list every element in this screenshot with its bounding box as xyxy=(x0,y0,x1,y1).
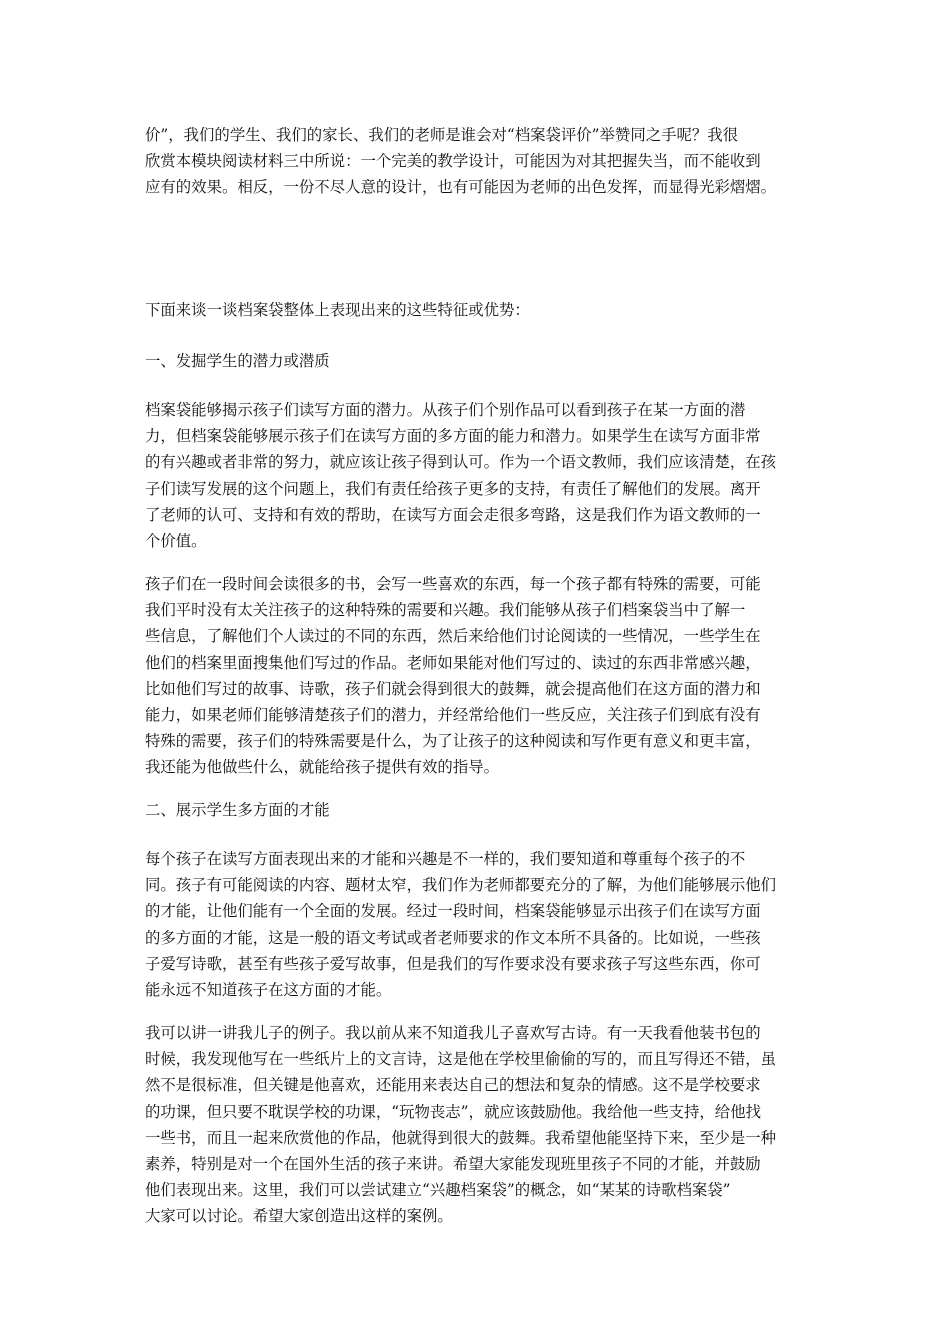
section-heading-2: 二、展示学生多方面的才能 xyxy=(145,801,330,819)
paragraph-potential: 档案袋能够揭示孩子们读写方面的潜力。从孩子们个别作品可以看到孩子在某一方面的潜 力，但档案袋能够展示孩子们在读写方面的多方面的能力和潜力。如果学生在读写方面非常 的有兴趣或者非常的努力，就应该让孩子得到认可。作为一个语文教师，我们应该清楚，在孩 子们读写发展的这个问题上，我们有责任给孩子更多的支持，有责任了解他们的发展。离开 了老师的认可、支持和有效的帮助，在读写方面会走很多弯路，这是我们作为语文教师的一 个价值。 xyxy=(145,401,777,551)
paragraph-special-needs: 孩子们在一段时间会读很多的书，会写一些喜欢的东西，每一个孩子都有特殊的需要，可能 我们平时没有太关注孩子的这种特殊的需要和兴趣。我们能够从孩子们档案袋当中了解一 些信息，了解他们个人读过的不同的东西，然后来给他们讨论阅读的一些情况，一些学生在 他们的档案里面搜集他们写过的作品。老师如果能对他们写过的、读过的东西非常感兴趣， 比如他们写过的故事、诗歌，孩子们就会得到很大的鼓舞，就会提高他们在这方面的潜力和 能力，如果老师们能够清楚孩子们的潜力，并经常给他们一些反应，关注孩子们到底有没有 特殊的需要，孩子们的特殊需要是什么，为了让孩子的这种阅读和写作更有意义和更丰富， 我还能为他做些什么，就能给孩子提供有效的指导。 xyxy=(145,575,761,777)
section-heading-1: 一、发掘学生的潜力或潜质 xyxy=(145,352,330,370)
paragraph-talents: 每个孩子在读写方面表现出来的才能和兴趣是不一样的，我们要知道和尊重每个孩子的不 同。孩子有可能阅读的内容、题材太窄，我们作为老师都要充分的了解，为他们能够展示他们 的才能，让他们能有一个全面的发展。经过一段时间，档案袋能够显示出孩子们在读写方面 的多方面的才能，这是一般的语文考试或者老师要求的作文本所不具备的。比如说，一些孩 子爱写诗歌，甚至有些孩子爱写故事，但是我们的写作要求没有要求孩子写这些东西，你可 能永远不知道孩子在这方面的才能。 xyxy=(145,850,777,1000)
paragraph-features-lead: 下面来谈一谈档案袋整体上表现出来的这些特征或优势： xyxy=(145,301,530,319)
paragraph-son-example: 我可以讲一讲我儿子的例子。我以前从来不知道我儿子喜欢写古诗。有一天我看他装书包的 时候，我发现他写在一些纸片上的文言诗，这是他在学校里偷偷的写的，而且写得还不错，虽 然不是很标准，但关键是他喜欢，还能用来表达自己的想法和复杂的情感。这不是学校要求 的功课，但只要不耽误学校的功课，“玩物丧志”，就应该鼓励他。我给他一些支持，给他找 一些书，而且一起来欣赏他的作品，他就得到很大的鼓舞。我希望他能坚持下来，至少是一种 素养，特别是对一个在国外生活的孩子来讲。希望大家能发现班里孩子不同的才能，并鼓励 他们表现出来。这里，我们可以尝试建立“兴趣档案袋”的概念，如“某某的诗歌档案袋” 大家可以讨论。希望大家创造出这样的案例。 xyxy=(145,1024,777,1226)
paragraph-intro: 价”，我们的学生、我们的家长、我们的老师是谁会对“档案袋评价”举赞同之手呢？我很 欣赏本模块阅读材料三中所说：一个完美的教学设计，可能因为对其把握失当，而不能收到 应有的效果。相反，一份不尽人意的设计，也有可能因为老师的出色发挥，而显得光彩熠熠。 xyxy=(145,126,777,197)
